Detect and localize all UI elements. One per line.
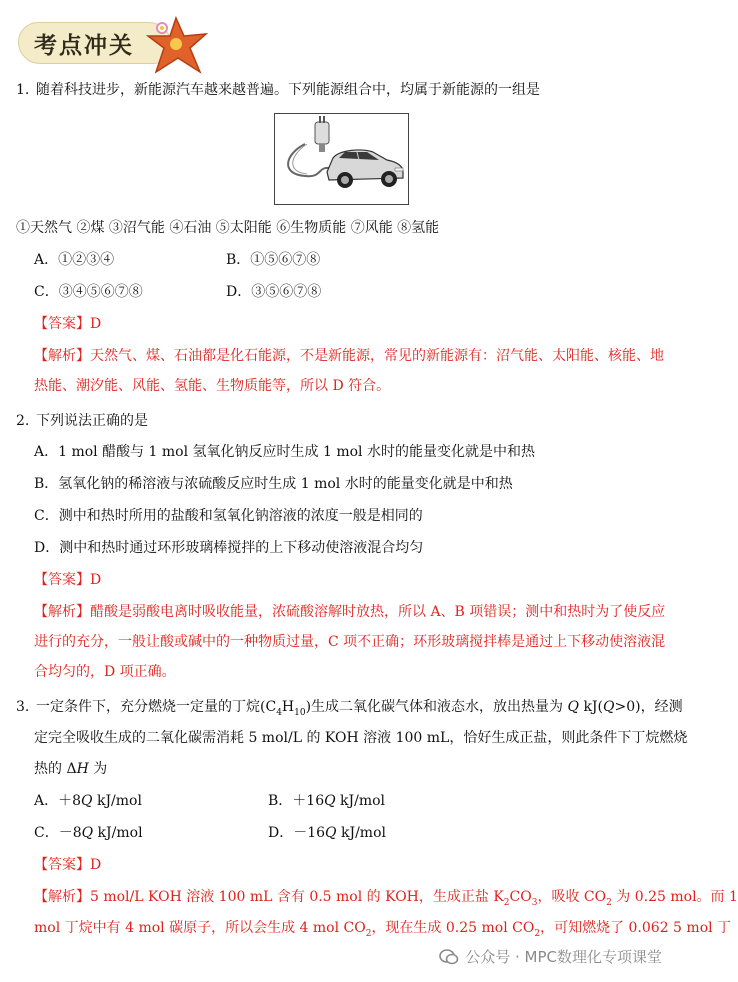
question-3-stem-line-2: 定完全吸收生成的二氧化碳需消耗 5 mol/L 的 KOH 溶液 100 mL，恰好生成正盐，则此条件下丁烷燃烧 — [34, 730, 688, 746]
explanation-2-line-2: 进行的充分，一般让酸或碱中的一种物质过量，C 项不正确；环形玻璃搅拌棒是通过上下移动使溶液混 — [34, 634, 666, 650]
explanation-1-line-2: 热能、潮汐能、风能、氢能、生物质能等，所以 D 符合。 — [34, 378, 391, 394]
question-2-stem — [16, 411, 668, 431]
electric-car-image — [274, 113, 409, 205]
variable-q: Q — [567, 699, 579, 715]
wechat-icon — [439, 947, 459, 967]
explanation-2-line-3: 合均匀的，D 项正确。 — [34, 664, 176, 680]
subscript: 2 — [534, 928, 541, 939]
explanation-text: ，现在生成 0.25 mol CO — [371, 920, 535, 936]
variable-q: Q — [325, 825, 337, 841]
option-d: D．测中和热时通过环形玻璃棒搅拌的上下移动使溶液混合均匀 — [34, 540, 424, 556]
variable-q: Q — [324, 793, 336, 809]
answer-3: 【答案】D — [34, 857, 102, 873]
option-a — [34, 791, 142, 811]
option-a: A．1 mol 醋酸与 1 mol 氢氧化钠反应时生成 1 mol 水时的能量变化就是中和热 — [34, 444, 535, 460]
subscript: 2 — [606, 897, 612, 908]
stem-text: kJ( — [579, 699, 604, 715]
explanation-text: 为 0.25 mol。而 1 — [611, 889, 738, 905]
explanation-text: 5 mol/L KOH 溶液 100 mL 含有 0.5 mol 的 KOH，生成正盐 K — [90, 889, 504, 905]
explanation-text: ，可知燃烧了 0.062 5 mol 丁 — [540, 920, 732, 936]
answer-1: 【答案】D — [34, 316, 102, 332]
explanation-3-line-1 — [34, 887, 738, 913]
answer-2: 【答案】D — [34, 572, 102, 588]
option-text: kJ/mol — [93, 825, 143, 841]
option-text: A．＋8 — [34, 793, 82, 809]
explanation-text: CO — [509, 889, 532, 905]
explanation-tag: 【解析】 — [34, 348, 90, 364]
option-text: C．－8 — [34, 825, 82, 841]
explanation-2-line-1 — [34, 602, 668, 622]
variable-q: Q — [81, 793, 93, 809]
subscript: 10 — [294, 707, 306, 718]
subscript: 3 — [531, 897, 538, 908]
watermark — [439, 946, 662, 967]
variable-q: Q — [81, 825, 94, 841]
question-1-choices-list: ①天然气 ②煤 ③沼气能 ④石油 ⑤太阳能 ⑥生物质能 ⑦风能 ⑧氢能 — [16, 220, 440, 236]
question-text: 下列说法正确的是 — [36, 413, 148, 429]
explanation-3-line-2 — [34, 918, 732, 944]
starfish-icon — [146, 16, 210, 76]
stem-text: )生成二氧化碳气体和液态水，放出热量为 — [305, 699, 564, 715]
question-text: 随着科技进步，新能源汽车越来越普遍。下列能源组合中，均属于新能源的一组是 — [36, 82, 540, 98]
option-d: D．③⑤⑥⑦⑧ — [226, 284, 322, 300]
question-3-stem-line-3 — [34, 759, 668, 779]
explanation-text: 天然气、煤、石油都是化石能源，不是新能源，常见的新能源有：沼气能、太阳能、核能、地 — [90, 348, 664, 364]
explanation-tag: 【解析】 — [34, 604, 90, 620]
option-c: C．③④⑤⑥⑦⑧ — [34, 284, 143, 300]
stem-text: 热的 Δ — [34, 761, 77, 777]
option-text: kJ/mol — [92, 793, 142, 809]
option-a: A．①②③④ — [34, 252, 115, 268]
question-3-stem-line-1 — [16, 697, 683, 723]
subscript: 2 — [503, 897, 510, 908]
stem-text: >0)，经测 — [614, 699, 683, 715]
option-text: B．＋16 — [268, 793, 325, 809]
badge-title: 考点冲关 — [34, 33, 134, 59]
variable-h: H — [76, 761, 89, 777]
option-d — [268, 823, 386, 843]
explanation-text: ，吸收 CO — [537, 889, 607, 905]
question-number: 3. — [16, 699, 30, 715]
subscript: 4 — [276, 707, 282, 718]
explanation-tag: 【解析】 — [34, 889, 90, 905]
option-c — [34, 823, 143, 843]
question-number: 2. — [16, 413, 30, 429]
stem-text: H — [281, 699, 295, 715]
watermark-text: 公众号 · MPC数理化专项课堂 — [465, 948, 662, 966]
explanation-text: 醋酸是弱酸电离时吸收能量，浓硫酸溶解时放热，所以 A、B 项错误；测中和热时为了使反应 — [90, 604, 666, 620]
option-b: B．①⑤⑥⑦⑧ — [226, 252, 321, 268]
option-b — [268, 791, 385, 811]
explanation-text: mol 丁烷中有 4 mol 碳原子，所以会生成 4 mol CO — [34, 920, 366, 936]
option-text: kJ/mol — [336, 825, 386, 841]
electric-car-icon — [275, 114, 408, 204]
subscript: 2 — [365, 928, 372, 939]
stem-text: 一定条件下，充分燃烧一定量的丁烷(C — [36, 699, 277, 715]
option-text: D．－16 — [268, 825, 326, 841]
option-c: C．测中和热时所用的盐酸和氢氧化钠溶液的浓度一般是相同的 — [34, 508, 423, 524]
variable-q: Q — [603, 699, 615, 715]
question-1-stem — [16, 80, 668, 100]
explanation-1-line-1 — [34, 346, 668, 366]
section-badge — [18, 14, 198, 64]
stem-text: 为 — [88, 761, 108, 777]
option-text: kJ/mol — [335, 793, 386, 809]
question-number: 1. — [16, 82, 30, 98]
option-b: B．氢氧化钠的稀溶液与浓硫酸反应时生成 1 mol 水时的能量变化就是中和热 — [34, 476, 513, 492]
